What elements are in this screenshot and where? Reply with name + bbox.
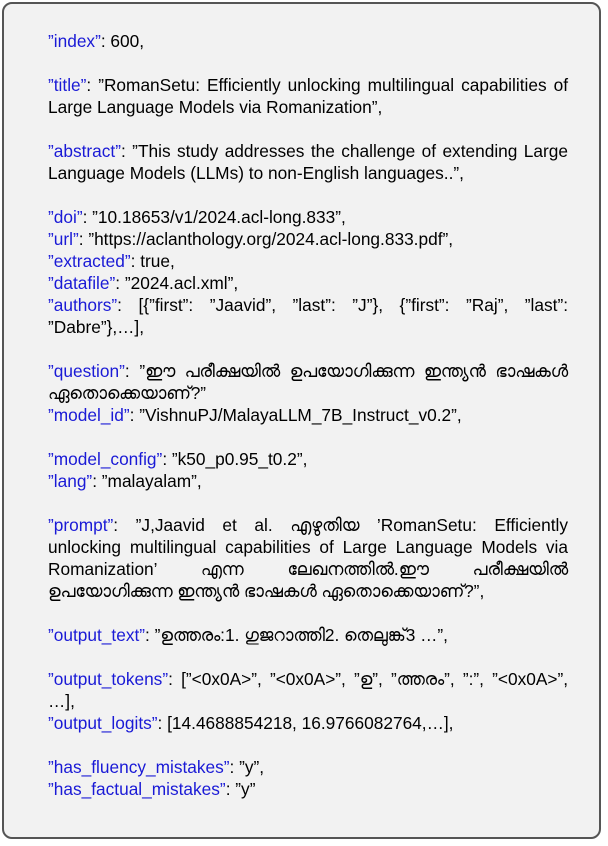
field-value: : ”RomanSetu: Efficiently unlocking multilingual capabilities of Large Language Models via Romanization”, [48, 75, 568, 117]
field-value: : 600, [100, 31, 145, 51]
field-output-text [48, 624, 568, 646]
field-value: : ”https://aclanthology.org/2024.acl-long.833.pdf”, [78, 229, 454, 249]
field-value: : ”2024.acl.xml”, [115, 273, 239, 293]
field-key: ”index” [48, 31, 101, 51]
field-model-id [48, 404, 568, 426]
field-key: ”has_fluency_mistakes” [48, 757, 230, 777]
field-key: ”has_factual_mistakes” [48, 779, 226, 799]
field-doi [48, 206, 568, 228]
field-key: ”datafile” [48, 273, 116, 293]
field-key: ”authors” [48, 295, 118, 315]
field-key: ”doi” [48, 207, 83, 227]
field-key: ”output_tokens” [48, 669, 169, 689]
field-url [48, 228, 568, 250]
field-index [48, 30, 568, 52]
field-key: ”output_logits” [48, 713, 158, 733]
field-value: : ”y”, [229, 757, 265, 777]
field-has-fluency-mistakes [48, 756, 568, 778]
field-key: ”abstract” [48, 141, 121, 161]
field-value: : [14.4688854218, 16.9766082764,…], [157, 713, 454, 733]
field-authors [48, 294, 568, 338]
field-value: : [{”first”: ”Jaavid”, ”last”: ”J”}, {”first”: ”Raj”, ”last”: ”Dabre”},…], [48, 295, 568, 337]
field-has-factual-mistakes [48, 778, 568, 800]
field-value: : ”ഉത്തരം:1. ഗുജറാത്തി2. തെലുങ്ക്3 …”, [145, 625, 448, 645]
json-record-content [48, 30, 568, 800]
field-value: : true, [130, 251, 175, 271]
field-prompt [48, 514, 568, 602]
field-output-tokens [48, 668, 568, 712]
field-key: ”prompt” [48, 515, 114, 535]
field-abstract [48, 140, 568, 184]
field-key: ”question” [48, 361, 125, 381]
field-key: ”output_text” [48, 625, 146, 645]
field-datafile [48, 272, 568, 294]
field-value: : [”<0x0A>”, ”<0x0A>”, ”ഉ”, ”ത്തരം”, ”:”, ”<0x0A>”, …], [48, 669, 568, 711]
field-key: ”lang” [48, 471, 93, 491]
field-key: ”title” [48, 75, 87, 95]
field-value: : ”malayalam”, [92, 471, 202, 491]
field-question [48, 360, 568, 404]
field-value: : ”10.18653/v1/2024.acl-long.833”, [82, 207, 346, 227]
field-value: : ”k50_p0.95_t0.2”, [162, 449, 308, 469]
json-record-panel [2, 2, 601, 839]
field-model-config [48, 448, 568, 470]
field-value: : ”This study addresses the challenge of extending Large Language Models (LLMs) to non-English languages..”, [48, 141, 568, 183]
field-title [48, 74, 568, 118]
field-key: ”model_id” [48, 405, 130, 425]
field-lang [48, 470, 568, 492]
field-key: ”model_config” [48, 449, 163, 469]
field-value: : ”VishnuPJ/MalayaLLM_7B_Instruct_v0.2”, [129, 405, 462, 425]
field-extracted [48, 250, 568, 272]
field-value: : ”J,Jaavid et al. എഴുതിയ ’RomanSetu: Efficiently unlocking multilingual capabilities of Large Language Models via Romanization’ എന്ന ലേഖനത്തിൽ.ഈ പരീക്ഷയിൽ ഉപയോഗിക്കുന്ന ഇന്ത്യൻ ഭാഷകൾ ഏതൊക്കെയാണ്?”, [48, 515, 568, 601]
field-output-logits [48, 712, 568, 734]
field-value: : ”y” [225, 779, 256, 799]
field-key: ”url” [48, 229, 79, 249]
field-value: : ”ഈ പരീക്ഷയിൽ ഉപയോഗിക്കുന്ന ഇന്ത്യൻ ഭാഷകൾ ഏതൊക്കെയാണ്?” [48, 361, 568, 403]
field-key: ”extracted” [48, 251, 131, 271]
